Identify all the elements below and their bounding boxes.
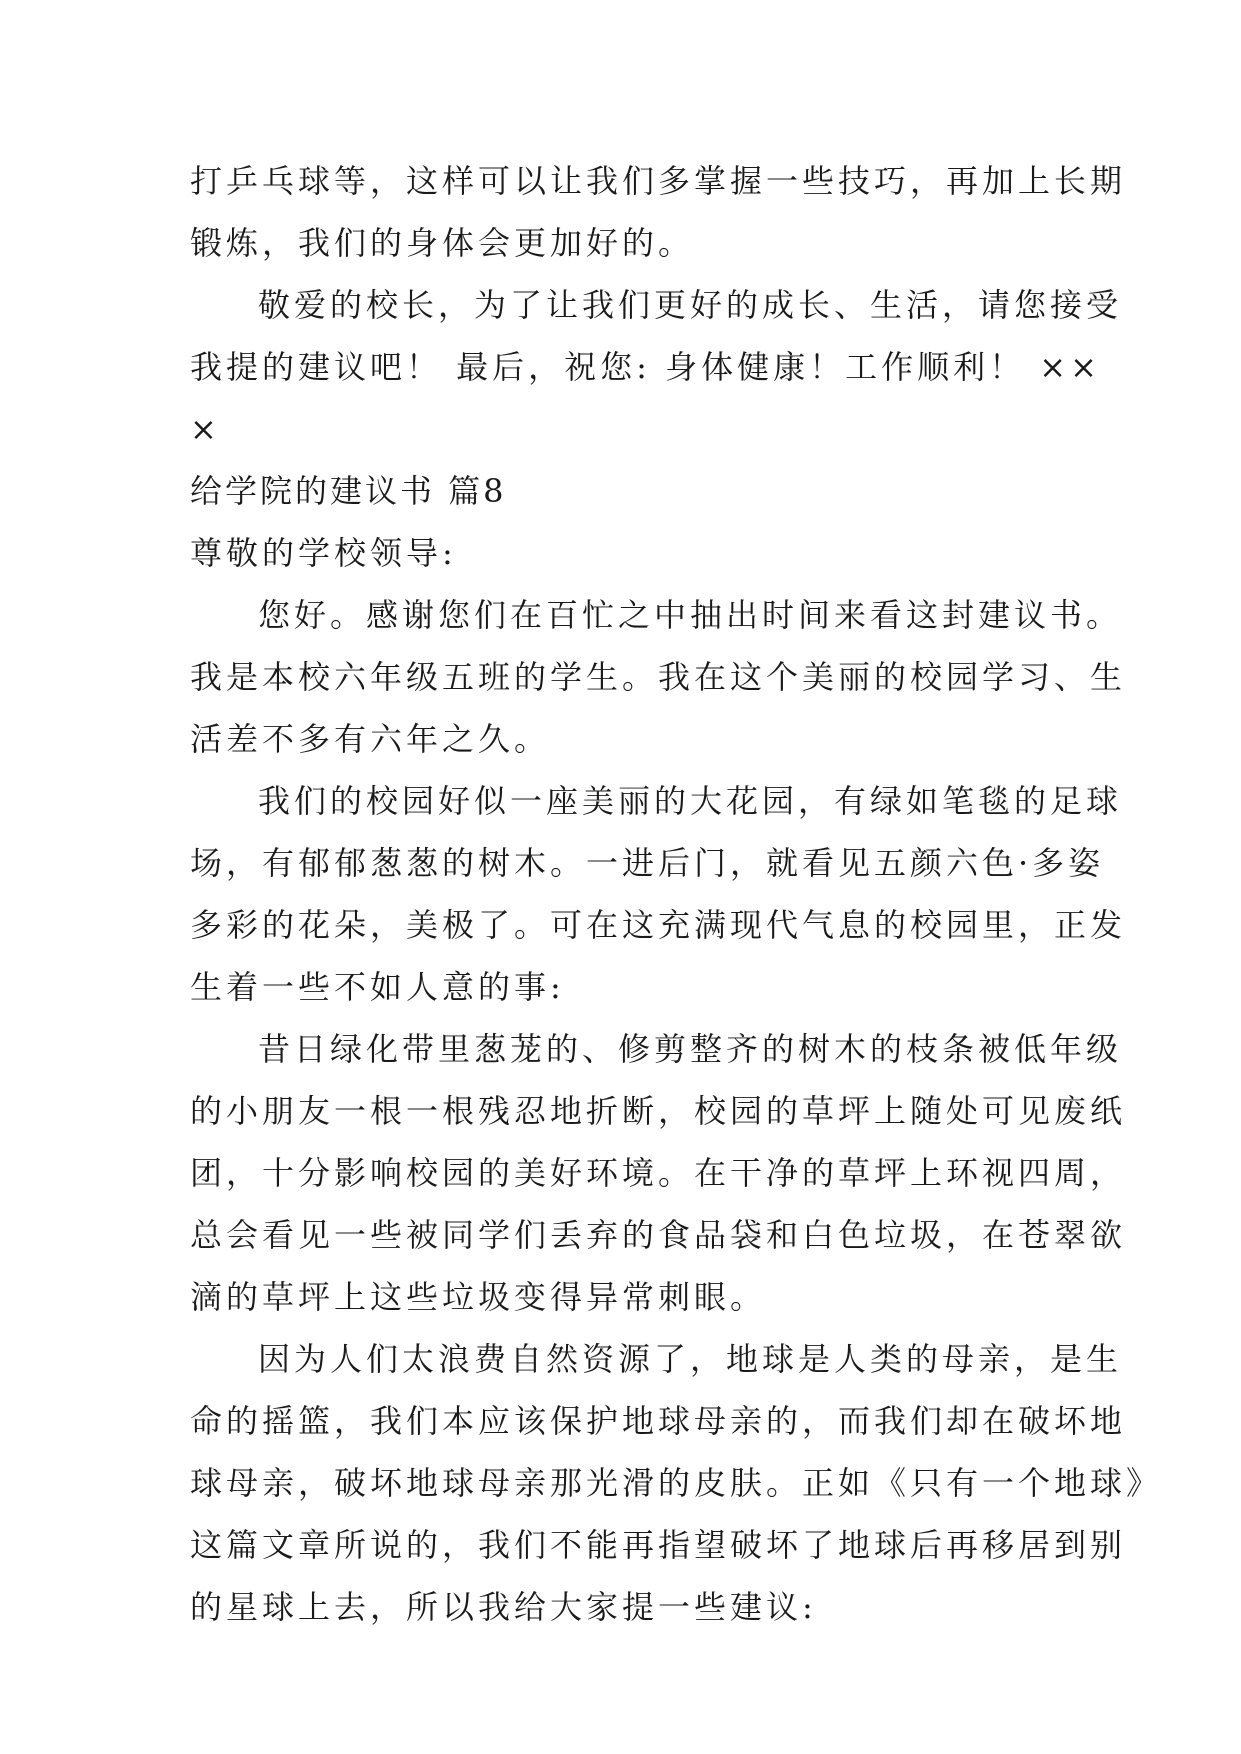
text-line: 多彩的花朵，美极了。可在这充满现代气息的校园里，正发 bbox=[190, 906, 1127, 944]
text-line: 命的摇篮，我们本应该保护地球母亲的，而我们却在破坏地 bbox=[190, 1402, 1127, 1440]
text-line: 生着一些不如人意的事: bbox=[190, 968, 565, 1006]
text-line: 我提的建议吧！ 最后，祝您: 身体健康！工作顺利！ ×× bbox=[190, 348, 1101, 386]
salutation: 尊敬的学校领导: bbox=[190, 534, 457, 572]
section-heading: 给学院的建议书 篇8 bbox=[190, 472, 507, 510]
text-line: 打乒乓球等，这样可以让我们多掌握一些技巧，再加上长期 bbox=[190, 162, 1127, 200]
text-line: 团，十分影响校园的美好环境。在干净的草坪上环视四周， bbox=[190, 1154, 1127, 1192]
paragraph-start-line: 敬爱的校长，为了让我们更好的成长、生活，请您接受 bbox=[258, 286, 1123, 324]
text-line: 的小朋友一根一根残忍地折断，校园的草坪上随处可见废纸 bbox=[190, 1092, 1127, 1130]
paragraph-start-line: 昔日绿化带里葱茏的、修剪整齐的树木的枝条被低年级 bbox=[258, 1030, 1123, 1068]
text-line: 这篇文章所说的，我们不能再指望破坏了地球后再移居到别 bbox=[190, 1526, 1127, 1564]
text-line: 总会看见一些被同学们丢弃的食品袋和白色垃圾，在苍翠欲 bbox=[190, 1216, 1127, 1254]
text-line: 滴的草坪上这些垃圾变得异常刺眼。 bbox=[190, 1278, 767, 1316]
text-line: 锻炼，我们的身体会更加好的。 bbox=[190, 224, 695, 262]
text-line: 场，有郁郁葱葱的树木。一进后门，就看见五颜六色·多姿 bbox=[190, 844, 1105, 882]
text-line: 我是本校六年级五班的学生。我在这个美丽的校园学习、生 bbox=[190, 658, 1127, 696]
document-page bbox=[190, 150, 1163, 1638]
paragraph-start-line: 因为人们太浪费自然资源了，地球是人类的母亲，是生 bbox=[258, 1340, 1123, 1378]
text-line: 的星球上去，所以我给大家提一些建议: bbox=[190, 1588, 817, 1626]
paragraph-start-line: 我们的校园好似一座美丽的大花园，有绿如笔毯的足球 bbox=[258, 782, 1123, 820]
paragraph-start-line: 您好。感谢您们在百忙之中抽出时间来看这封建议书。 bbox=[258, 596, 1123, 634]
text-line: 活差不多有六年之久。 bbox=[190, 720, 551, 758]
text-line: × bbox=[190, 410, 221, 448]
text-line: 球母亲，破坏地球母亲那光滑的皮肤。正如《只有一个地球》 bbox=[190, 1464, 1163, 1502]
